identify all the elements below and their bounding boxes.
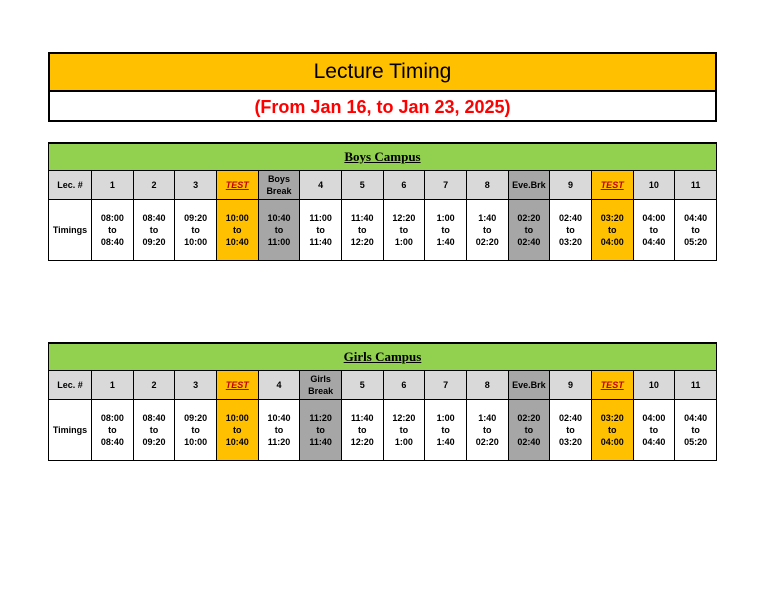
- end-time: 05:20: [684, 237, 708, 247]
- timing-cell: [466, 400, 508, 461]
- campus-title: Boys Campus: [49, 143, 717, 171]
- lecture-header-cell: [92, 371, 134, 400]
- campus-title: Girls Campus: [49, 343, 717, 371]
- start-time: 11:40: [351, 213, 374, 223]
- start-time: 08:40: [142, 413, 166, 423]
- lecture-number: 6: [401, 180, 407, 190]
- to-text: to: [274, 225, 284, 235]
- lecture-header-cell: [466, 171, 508, 200]
- to-text: to: [649, 225, 659, 235]
- timing-cell: [633, 200, 675, 261]
- to-text: to: [108, 425, 117, 435]
- lecture-header-cell: [216, 171, 258, 200]
- end-time: 1:40: [436, 237, 455, 247]
- start-time: 09:20: [184, 213, 208, 223]
- row-label-lec: Lec. #: [49, 171, 92, 200]
- timing-cell: [550, 200, 592, 261]
- to-text: to: [149, 425, 159, 435]
- end-time: 11:40: [309, 237, 332, 247]
- timing-cell: [216, 200, 258, 261]
- timing-cell: [300, 200, 342, 261]
- page-subtitle: (From Jan 16, to Jan 23, 2025): [254, 96, 511, 117]
- start-time: 03:20: [600, 213, 624, 223]
- timing-cell: [633, 400, 675, 461]
- timing-cell: [92, 200, 134, 261]
- lecture-number: TEST: [225, 380, 249, 390]
- timing-cell: [341, 400, 383, 461]
- lecture-header-cell: [258, 371, 300, 400]
- to-text: to: [191, 425, 200, 435]
- lecture-number: 2: [151, 380, 157, 390]
- lecture-header-cell: [175, 171, 217, 200]
- end-time: 08:40: [100, 437, 124, 447]
- lecture-number: Eve.Brk: [512, 380, 546, 390]
- lecture-number: 4: [318, 180, 324, 190]
- to-text: to: [399, 425, 409, 435]
- page-title: Lecture Timing: [50, 54, 715, 92]
- timing-cell: [175, 200, 217, 261]
- timings-row: [49, 200, 717, 261]
- to-text: to: [399, 225, 409, 235]
- start-time: 08:00: [100, 413, 124, 423]
- end-time: 04:00: [600, 437, 624, 447]
- end-time: 12:20: [350, 437, 374, 447]
- timing-cell: [216, 400, 258, 461]
- lecture-number: 1: [109, 380, 115, 390]
- lecture-number: 5: [359, 380, 365, 390]
- timing-cell: [383, 400, 425, 461]
- end-time: 03:20: [559, 437, 583, 447]
- to-text: to: [274, 425, 284, 435]
- end-time: 10:40: [225, 237, 249, 247]
- lecture-header-cell: [466, 371, 508, 400]
- start-time: 08:40: [142, 213, 166, 223]
- lecture-header-cell: [341, 171, 383, 200]
- lecture-number: 10: [648, 380, 659, 390]
- timing-cell: [675, 400, 717, 461]
- lecture-number: 9: [568, 180, 574, 190]
- lecture-number: Boys Break: [266, 174, 292, 196]
- end-time: 02:40: [517, 437, 541, 447]
- end-time: 11:40: [309, 437, 332, 447]
- lecture-number: 10: [648, 180, 659, 190]
- timing-cell: [425, 200, 467, 261]
- start-time: 02:40: [559, 213, 583, 223]
- to-text: to: [482, 425, 492, 435]
- end-time: 02:40: [517, 237, 541, 247]
- start-time: 08:00: [100, 213, 124, 223]
- lecture-header-cell: [133, 371, 175, 400]
- lecture-header-cell: [633, 371, 675, 400]
- to-text: to: [316, 425, 325, 435]
- timing-cell: [508, 400, 550, 461]
- start-time: 12:20: [392, 413, 416, 423]
- lecture-header-cell: [508, 171, 550, 200]
- end-time: 02:20: [475, 437, 499, 447]
- to-text: to: [524, 425, 534, 435]
- lecture-header-cell: [383, 171, 425, 200]
- start-time: 1:00: [436, 213, 455, 223]
- start-time: 04:40: [684, 413, 708, 423]
- lecture-number: 11: [690, 180, 701, 190]
- to-text: to: [358, 225, 367, 235]
- to-text: to: [358, 425, 367, 435]
- timing-cell: [175, 400, 217, 461]
- lecture-header-cell: [550, 371, 592, 400]
- timing-cell: [591, 400, 633, 461]
- timing-cell: [300, 400, 342, 461]
- to-text: to: [691, 425, 700, 435]
- lecture-header-cell: [258, 171, 300, 200]
- to-text: to: [149, 225, 159, 235]
- end-time: 02:20: [475, 237, 499, 247]
- lecture-header-cell: [633, 171, 675, 200]
- lecture-header-cell: [550, 171, 592, 200]
- lecture-header-cell: [508, 371, 550, 400]
- lecture-header-cell: [425, 371, 467, 400]
- timing-cell: [383, 200, 425, 261]
- lecture-header-cell: [92, 171, 134, 200]
- to-text: to: [649, 425, 659, 435]
- lecture-number: 8: [484, 180, 490, 190]
- lecture-number: 6: [401, 380, 407, 390]
- start-time: 1:00: [436, 413, 455, 423]
- to-text: to: [233, 225, 242, 235]
- lecture-header-cell: [591, 171, 633, 200]
- timing-cell: [258, 400, 300, 461]
- end-time: 09:20: [142, 437, 166, 447]
- start-time: 04:40: [684, 213, 708, 223]
- end-time: 10:40: [225, 437, 249, 447]
- end-time: 08:40: [100, 237, 124, 247]
- lecture-number: 3: [193, 380, 199, 390]
- timing-cell: [92, 400, 134, 461]
- lecture-number: TEST: [600, 180, 624, 190]
- timing-cell: [341, 200, 383, 261]
- lecture-header-cell: [175, 371, 217, 400]
- lecture-header-cell: [675, 371, 717, 400]
- start-time: 02:20: [517, 413, 541, 423]
- to-text: to: [566, 225, 575, 235]
- to-text: to: [191, 225, 200, 235]
- timing-cell: [591, 200, 633, 261]
- timing-cell: [675, 200, 717, 261]
- to-text: to: [524, 225, 534, 235]
- timing-cell: [466, 200, 508, 261]
- row-label-timings: Timings: [49, 400, 92, 461]
- lecture-header-cell: [216, 371, 258, 400]
- lecture-number: 7: [443, 380, 449, 390]
- end-time: 10:00: [184, 237, 208, 247]
- lecture-number: TEST: [225, 180, 249, 190]
- start-time: 03:20: [600, 413, 624, 423]
- start-time: 02:40: [559, 413, 583, 423]
- row-label-timings: Timings: [49, 200, 92, 261]
- start-time: 11:40: [351, 413, 374, 423]
- end-time: 04:40: [642, 237, 666, 247]
- lecture-header-cell: [425, 171, 467, 200]
- to-text: to: [607, 425, 617, 435]
- end-time: 03:20: [559, 237, 583, 247]
- end-time: 05:20: [684, 437, 708, 447]
- to-text: to: [441, 225, 450, 235]
- lecture-header-cell: [383, 371, 425, 400]
- end-time: 09:20: [142, 237, 166, 247]
- lecture-number: 7: [443, 180, 449, 190]
- lecture-header-cell: [300, 371, 342, 400]
- start-time: 04:00: [642, 213, 666, 223]
- lecture-header-cell: [341, 371, 383, 400]
- start-time: 12:20: [392, 213, 416, 223]
- to-text: to: [108, 225, 117, 235]
- lecture-header-cell: [133, 171, 175, 200]
- lecture-number-row: [49, 371, 717, 400]
- to-text: to: [482, 225, 492, 235]
- lecture-number: Girls Break: [308, 374, 334, 396]
- start-time: 10:40: [267, 413, 291, 423]
- lecture-number: 9: [568, 380, 574, 390]
- end-time: 1:00: [394, 437, 413, 447]
- timing-cell: [133, 200, 175, 261]
- lecture-number: 2: [151, 180, 157, 190]
- lecture-number: 11: [690, 380, 701, 390]
- to-text: to: [441, 425, 450, 435]
- start-time: 04:00: [642, 413, 666, 423]
- lecture-number: 4: [276, 380, 282, 390]
- start-time: 11:00: [309, 213, 332, 223]
- lecture-number: 8: [484, 380, 490, 390]
- to-text: to: [233, 425, 242, 435]
- start-time: 11:20: [309, 413, 332, 423]
- lecture-number: TEST: [600, 380, 624, 390]
- lecture-number-row: [49, 171, 717, 200]
- boys-campus-table: [48, 142, 717, 261]
- end-time: 1:00: [394, 237, 413, 247]
- lecture-header-cell: [675, 171, 717, 200]
- end-time: 04:40: [642, 437, 666, 447]
- end-time: 04:00: [600, 237, 624, 247]
- to-text: to: [691, 225, 700, 235]
- lecture-header-cell: [591, 371, 633, 400]
- start-time: 10:00: [225, 413, 249, 423]
- girls-campus-table: [48, 342, 717, 461]
- timing-cell: [133, 400, 175, 461]
- start-time: 09:20: [184, 413, 208, 423]
- end-time: 10:00: [184, 437, 208, 447]
- end-time: 1:40: [436, 437, 455, 447]
- end-time: 11:00: [267, 237, 291, 247]
- end-time: 11:20: [267, 437, 291, 447]
- lecture-number: 1: [109, 180, 115, 190]
- timing-cell: [508, 200, 550, 261]
- timings-row: [49, 400, 717, 461]
- timing-cell: [258, 200, 300, 261]
- to-text: to: [316, 225, 325, 235]
- timing-cell: [550, 400, 592, 461]
- start-time: 10:00: [225, 213, 249, 223]
- row-label-lec: Lec. #: [49, 371, 92, 400]
- lecture-number: 5: [359, 180, 365, 190]
- lecture-number: 3: [193, 180, 199, 190]
- to-text: to: [566, 425, 575, 435]
- start-time: 1:40: [478, 213, 497, 223]
- start-time: 10:40: [267, 213, 291, 223]
- to-text: to: [607, 225, 617, 235]
- timing-cell: [425, 400, 467, 461]
- lecture-header-cell: [300, 171, 342, 200]
- title-box: [48, 52, 717, 122]
- lecture-number: Eve.Brk: [512, 180, 546, 190]
- start-time: 02:20: [517, 213, 541, 223]
- start-time: 1:40: [478, 413, 497, 423]
- end-time: 12:20: [350, 237, 374, 247]
